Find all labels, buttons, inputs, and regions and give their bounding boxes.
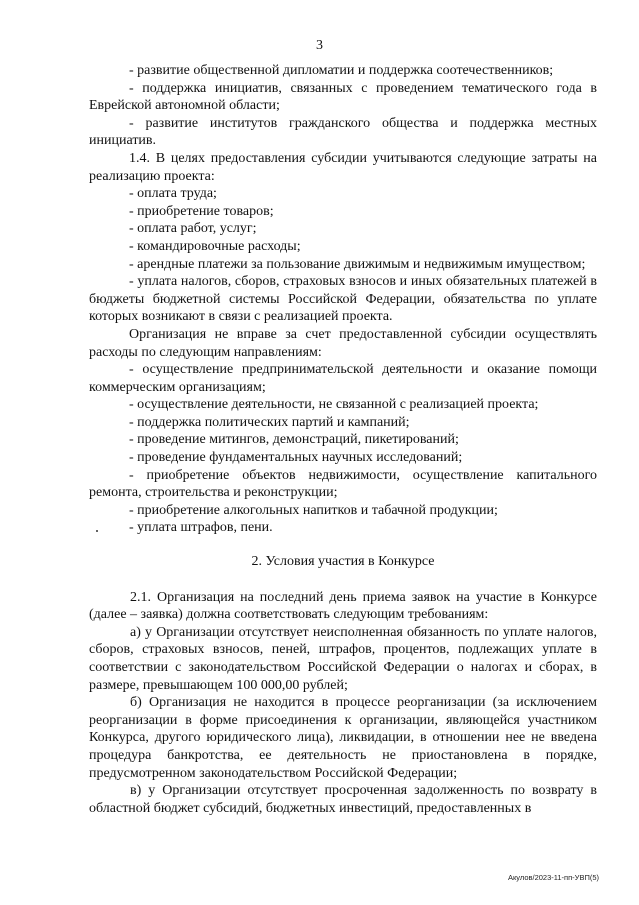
paragraph: - развитие общественной дипломатии и поддержка соотечественников;: [129, 63, 554, 78]
list-item: - проведение митингов, демонстраций, пикетирований;: [129, 432, 459, 448]
page-number: 3: [316, 38, 323, 53]
list-item: - приобретение алкогольных напитков и табачной продукции;: [129, 502, 498, 518]
paragraph: - развитие институтов гражданского общества и поддержка местных инициатив.: [89, 115, 597, 149]
scan-speck: [96, 530, 98, 532]
list-item: - оплата труда;: [129, 186, 217, 202]
list-item: - арендные платежи за пользование движимым и недвижимым имуществом;: [129, 256, 586, 272]
list-item: - приобретение товаров;: [129, 203, 274, 219]
list-item: - проведение фундаментальных научных исследований;: [129, 450, 463, 466]
paragraph: Организация не вправе за счет предоставленной субсидии осуществлять расходы по следующим направлениям:: [89, 326, 597, 360]
paragraph: - поддержка инициатив, связанных с проведением тематического года в Еврейской автономной области;: [89, 80, 597, 114]
list-item: - поддержка политических партий и кампаний;: [129, 414, 410, 430]
paragraph: в) у Организации отсутствует просроченная задолженность по возврату в областной бюджет субсидий, бюджетных инвестиций, предоставленных в: [89, 783, 597, 816]
paragraph: 1.4. В целях предоставления субсидии учитываются следующие затраты на реализацию проекта:: [89, 150, 597, 184]
list-item: - уплата налогов, сборов, страховых взносов и иных обязательных платежей в бюджеты бюджетной системы Российской Федерации, обязательства по уплате которых возникают в связи с реализацией проекта.: [89, 274, 597, 325]
list-item: - командировочные расходы;: [129, 238, 301, 254]
list-item: - приобретение объектов недвижимости, осуществление капитального ремонта, строительства и реконструкции;: [89, 467, 597, 501]
list-item: - осуществление предпринимательской деятельности и оказание помощи коммерческим организациям;: [89, 362, 597, 395]
document-footer-code: Акулов/2023-11-пп-УВП(5): [507, 873, 599, 882]
list-item: - уплата штрафов, пени.: [129, 520, 273, 536]
paragraph: 2.1. Организация на последний день приема заявок на участие в Конкурсе (далее – заявка) должна соответствовать следующим требованиям:: [89, 589, 597, 623]
paragraph: а) у Организации отсутствует неисполненная обязанность по уплате налогов, сборов, страховых взносов, пеней, штрафов, процентов, подлежащих уплате в соответствии с законодательством Российской Федерации о налогах и сборах, в размере, превышающем 100 000,00 рублей;: [89, 624, 597, 693]
paragraph: б) Организация не находится в процессе реорганизации (за исключением реорганизации в форме присоединения к организации, являющейся участником Конкурса, другого юридического лица), ликвидации, в отношении нее не введена процедура банкротства, ее деятельность не приостановлена в порядке, предусмотренном законодательством Российской Федерации;: [89, 695, 597, 781]
list-item: - оплата работ, услуг;: [129, 221, 257, 237]
list-item: - осуществление деятельности, не связанной с реализацией проекта;: [129, 397, 539, 413]
document-body: [89, 62, 597, 817]
section-heading: 2. Условия участия в Конкурсе: [251, 554, 435, 570]
